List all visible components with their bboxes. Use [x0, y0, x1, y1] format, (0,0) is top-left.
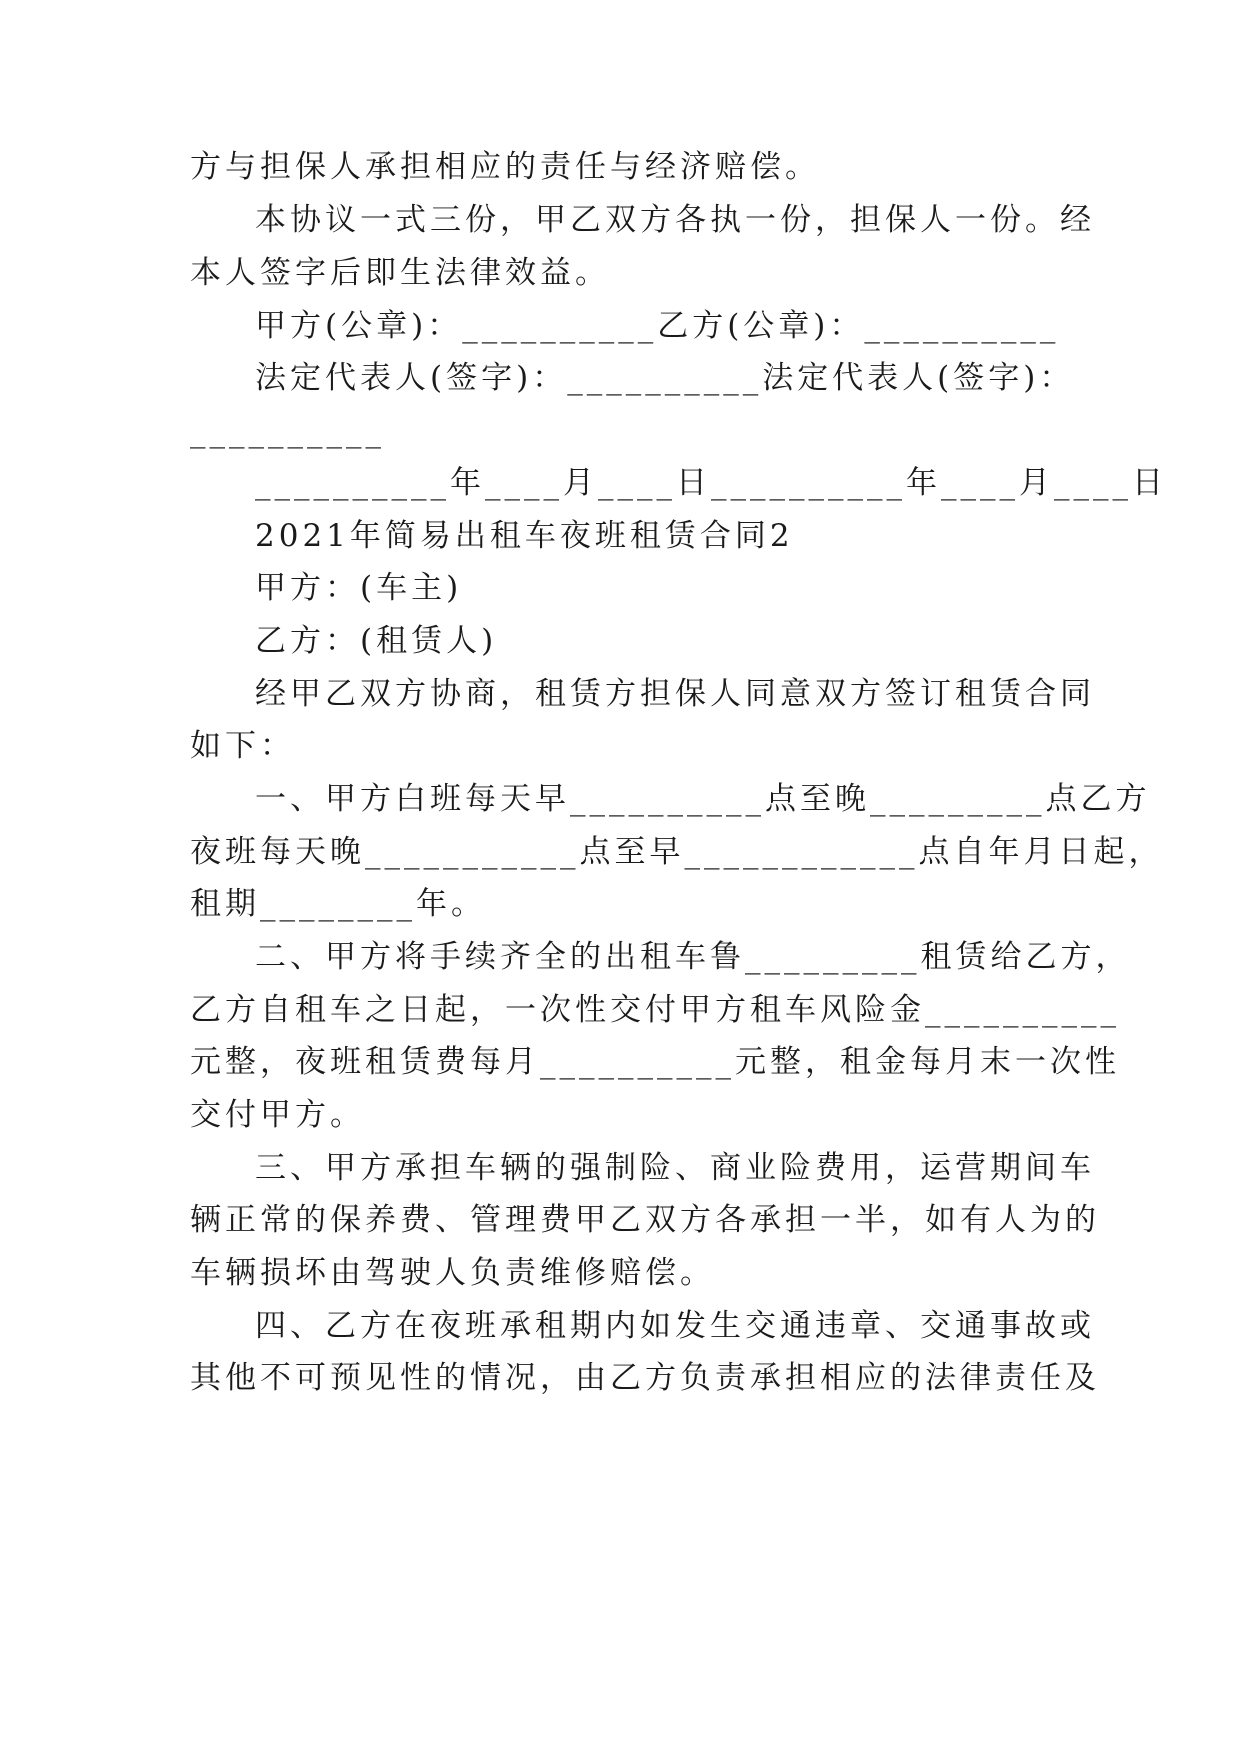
clause-4-line: 四、乙方在夜班承租期内如发生交通违章、交通事故或 [255, 1308, 1095, 1344]
text-line: 如下： [190, 728, 295, 764]
signature-line-seal: 甲方(公章)：__________乙方(公章)：__________ [255, 308, 1060, 344]
party-a-line: 甲方：(车主) [255, 570, 463, 606]
text-line: 本协议一式三份，甲乙双方各执一份，担保人一份。经 [255, 202, 1095, 238]
clause-3-line: 三、甲方承担车辆的强制险、商业险费用，运营期间车 [255, 1150, 1095, 1186]
clause-1-line: 夜班每天晚___________点至早____________点自年月日起， [190, 834, 1164, 870]
clause-1-line: 租期________年。 [190, 886, 486, 922]
clause-1-line: 一、甲方白班每天早__________点至晚_________点乙方 [255, 781, 1151, 817]
clause-4-line: 其他不可预见性的情况，由乙方负责承担相应的法律责任及 [190, 1360, 1100, 1396]
clause-3-line: 车辆损坏由驾驶人负责维修赔偿。 [190, 1255, 715, 1291]
text-line: 经甲乙双方协商，租赁方担保人同意双方签订租赁合同 [255, 676, 1095, 712]
date-line: __________年____月____日__________年____月____日 [255, 465, 1167, 501]
clause-2-line: 元整，夜班租赁费每月__________元整，租金每月末一次性 [190, 1044, 1120, 1080]
blank-line: __________ [190, 413, 385, 449]
clause-2-line: 乙方自租车之日起，一次性交付甲方租车风险金__________ [190, 992, 1120, 1028]
clause-2-line: 交付甲方。 [190, 1097, 365, 1133]
text-line: 本人签字后即生法律效益。 [190, 255, 610, 291]
text-line: 方与担保人承担相应的责任与经济赔偿。 [190, 149, 820, 185]
clause-2-line: 二、甲方将手续齐全的出租车鲁_________租赁给乙方， [255, 939, 1131, 975]
party-b-line: 乙方：(租赁人) [255, 623, 498, 659]
clause-3-line: 辆正常的保养费、管理费甲乙双方各承担一半，如有人为的 [190, 1202, 1100, 1238]
contract-title: 2021年简易出租车夜班租赁合同2 [255, 518, 794, 554]
signature-line-representative: 法定代表人(签字)：__________法定代表人(签字)： [255, 360, 1075, 396]
